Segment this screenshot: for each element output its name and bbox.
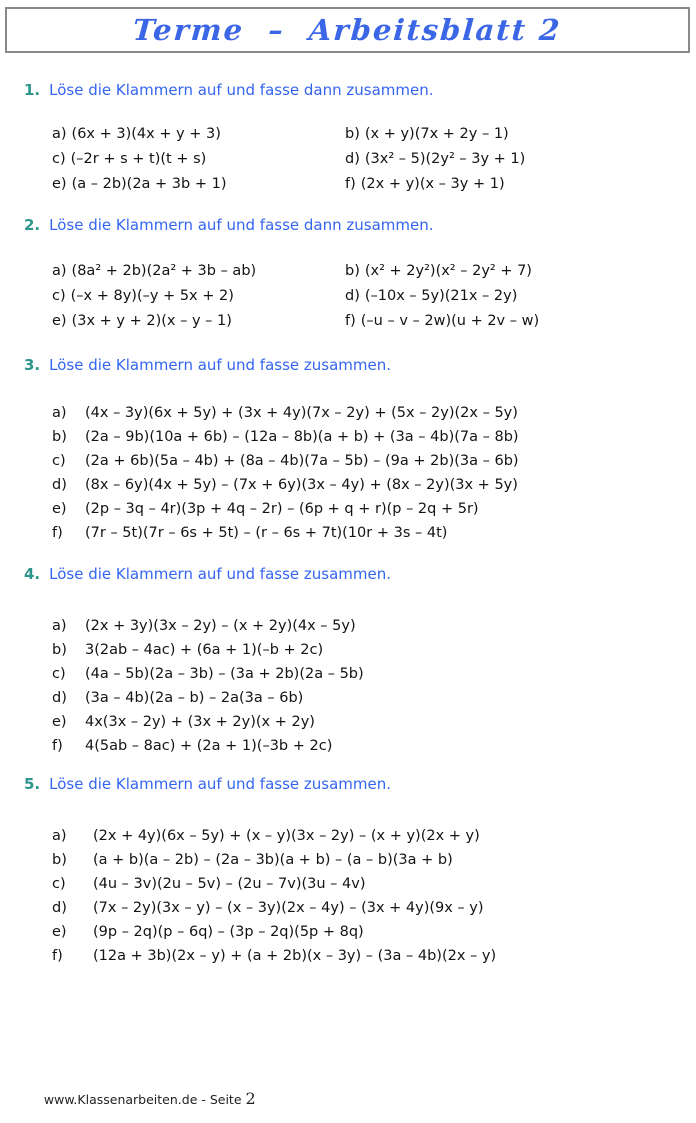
exercise-1-items	[0, 122, 696, 197]
item-expression: (7r – 5t)(7r – 6s + 5t) – (r – 6s + 7t)(10r + 3s – 4t)	[85, 525, 448, 541]
item-label: c)	[52, 288, 66, 304]
item-label: b)	[52, 642, 67, 658]
exercise-number: 3.	[24, 356, 41, 374]
exercise-item	[52, 848, 696, 872]
exercise-item	[52, 872, 696, 896]
item-expression: (4u – 3v)(2u – 5v) – (2u – 7v)(3u – 4v)	[93, 876, 366, 892]
exercise-4-items	[0, 614, 696, 758]
item-label: a)	[52, 126, 67, 142]
item-expression: (–10x – 5y)(21x – 2y)	[364, 288, 518, 304]
item-label: e)	[52, 714, 67, 730]
exercise-item	[52, 425, 696, 449]
exercise-2-items	[0, 259, 696, 334]
exercise-item	[52, 259, 345, 284]
exercise-instruction: Löse die Klammern auf und fasse zusammen.	[49, 565, 391, 583]
item-label: f)	[52, 948, 63, 964]
item-expression: (2x + 3y)(3x – 2y) – (x + 2y)(4x – 5y)	[85, 618, 356, 634]
exercise-2-header	[0, 215, 696, 235]
item-expression: (4x – 3y)(6x + 5y) + (3x + 4y)(7x – 2y) + (5x – 2y)(2x – 5y)	[85, 405, 518, 421]
item-expression: 4x(3x – 2y) + (3x + 2y)(x + 2y)	[85, 714, 315, 730]
exercise-item	[52, 920, 696, 944]
exercise-item	[52, 521, 696, 545]
item-label: b)	[345, 126, 360, 142]
exercise-instruction: Löse die Klammern auf und fasse zusammen.	[49, 775, 391, 793]
exercise-3-header	[0, 355, 696, 375]
item-label: d)	[345, 151, 360, 167]
exercise-item	[52, 686, 696, 710]
item-expression: (8a² + 2b)(2a² + 3b – ab)	[71, 263, 257, 279]
exercise-2	[0, 215, 696, 334]
item-label: f)	[52, 525, 63, 541]
footer-site-and-label: www.Klassenarbeiten.de - Seite	[43, 1092, 246, 1107]
item-label: c)	[52, 666, 66, 682]
item-expression: (8x – 6y)(4x + 5y) – (7x + 6y)(3x – 4y) + (8x – 2y)(3x + 5y)	[85, 477, 518, 493]
exercise-item	[52, 497, 696, 521]
footer-page-number: 2	[245, 1089, 256, 1108]
item-label: e)	[52, 501, 67, 517]
exercise-number: 1.	[24, 81, 41, 99]
exercise-item	[345, 309, 696, 334]
page-title: Terme – Arbeitsblatt 2	[132, 13, 563, 47]
item-expression: (6x + 3)(4x + y + 3)	[71, 126, 221, 142]
exercise-instruction: Löse die Klammern auf und fasse dann zusammen.	[49, 81, 434, 99]
item-expression: (3x² – 5)(2y² – 3y + 1)	[364, 151, 526, 167]
exercise-5	[0, 774, 696, 968]
item-expression: (12a + 3b)(2x – y) + (a + 2b)(x – 3y) – (3a – 4b)(2x – y)	[93, 948, 497, 964]
exercise-instruction: Löse die Klammern auf und fasse zusammen.	[49, 356, 391, 374]
exercise-instruction: Löse die Klammern auf und fasse dann zusammen.	[49, 216, 434, 234]
item-expression: (4a – 5b)(2a – 3b) – (3a + 2b)(2a – 5b)	[85, 666, 364, 682]
item-expression: (a + b)(a – 2b) – (2a – 3b)(a + b) – (a – b)(3a + b)	[93, 852, 453, 868]
item-label: c)	[52, 453, 66, 469]
item-expression: (9p – 2q)(p – 6q) – (3p – 2q)(5p + 8q)	[93, 924, 364, 940]
item-expression: (7x – 2y)(3x – y) – (x – 3y)(2x – 4y) – (3x + 4y)(9x – y)	[93, 900, 484, 916]
item-expression: (–u – v – 2w)(u + 2v – w)	[360, 313, 540, 329]
exercise-item	[52, 122, 345, 147]
item-label: e)	[52, 924, 67, 940]
exercise-item	[52, 172, 345, 197]
item-expression: (2p – 3q – 4r)(3p + 4q – 2r) – (6p + q + r)(p – 2q + 5r)	[85, 501, 479, 517]
exercise-item	[52, 147, 345, 172]
exercise-1	[0, 80, 696, 197]
item-label: f)	[345, 313, 356, 329]
item-label: c)	[52, 151, 66, 167]
exercise-item	[52, 710, 696, 734]
title-box	[5, 7, 690, 53]
item-expression: (3x + y + 2)(x – y – 1)	[71, 313, 232, 329]
item-expression: (–x + 8y)(–y + 5x + 2)	[70, 288, 234, 304]
item-label: c)	[52, 876, 66, 892]
page-footer	[28, 1074, 256, 1123]
item-expression: (3a – 4b)(2a – b) – 2a(3a – 6b)	[85, 690, 304, 706]
item-label: e)	[52, 176, 67, 192]
exercise-item	[52, 944, 696, 968]
exercise-1-header	[0, 80, 696, 100]
exercise-5-items	[0, 824, 696, 968]
exercise-3-items	[0, 401, 696, 545]
item-label: d)	[52, 900, 67, 916]
item-label: b)	[52, 429, 67, 445]
item-label: d)	[52, 690, 67, 706]
exercise-item	[52, 401, 696, 425]
item-expression: (x² + 2y²)(x² – 2y² + 7)	[364, 263, 532, 279]
item-expression: (x + y)(7x + 2y – 1)	[364, 126, 509, 142]
exercise-5-header	[0, 774, 696, 794]
exercise-4	[0, 564, 696, 758]
item-label: d)	[52, 477, 67, 493]
exercise-item	[345, 147, 696, 172]
item-label: e)	[52, 313, 67, 329]
exercise-item	[52, 896, 696, 920]
item-expression: (–2r + s + t)(t + s)	[70, 151, 207, 167]
exercise-item	[52, 309, 345, 334]
exercise-item	[52, 734, 696, 758]
item-expression: 3(2ab – 4ac) + (6a + 1)(–b + 2c)	[85, 642, 324, 658]
item-expression: (2a – 9b)(10a + 6b) – (12a – 8b)(a + b) + (3a – 4b)(7a – 8b)	[85, 429, 519, 445]
exercise-4-header	[0, 564, 696, 584]
item-label: a)	[52, 618, 67, 634]
exercise-number: 2.	[24, 216, 41, 234]
exercise-item	[52, 662, 696, 686]
item-label: b)	[52, 852, 67, 868]
exercise-item	[52, 284, 345, 309]
item-expression: (2a + 6b)(5a – 4b) + (8a – 4b)(7a – 5b) – (9a + 2b)(3a – 6b)	[85, 453, 519, 469]
item-label: d)	[345, 288, 360, 304]
item-expression: 4(5ab – 8ac) + (2a + 1)(–3b + 2c)	[85, 738, 333, 754]
item-expression: (2x + 4y)(6x – 5y) + (x – y)(3x – 2y) – (x + y)(2x + y)	[93, 828, 480, 844]
item-label: a)	[52, 828, 67, 844]
exercise-item	[345, 284, 696, 309]
exercise-item	[52, 638, 696, 662]
item-label: f)	[345, 176, 356, 192]
exercise-item	[52, 824, 696, 848]
item-expression: (a – 2b)(2a + 3b + 1)	[71, 176, 227, 192]
exercise-item	[52, 473, 696, 497]
exercise-item	[52, 449, 696, 473]
exercise-number: 4.	[24, 565, 41, 583]
item-label: a)	[52, 405, 67, 421]
exercise-3	[0, 355, 696, 545]
item-label: a)	[52, 263, 67, 279]
exercise-item	[345, 122, 696, 147]
item-label: b)	[345, 263, 360, 279]
item-label: f)	[52, 738, 63, 754]
exercise-item	[52, 614, 696, 638]
exercise-item	[345, 172, 696, 197]
exercise-number: 5.	[24, 775, 41, 793]
exercise-item	[345, 259, 696, 284]
item-expression: (2x + y)(x – 3y + 1)	[360, 176, 505, 192]
